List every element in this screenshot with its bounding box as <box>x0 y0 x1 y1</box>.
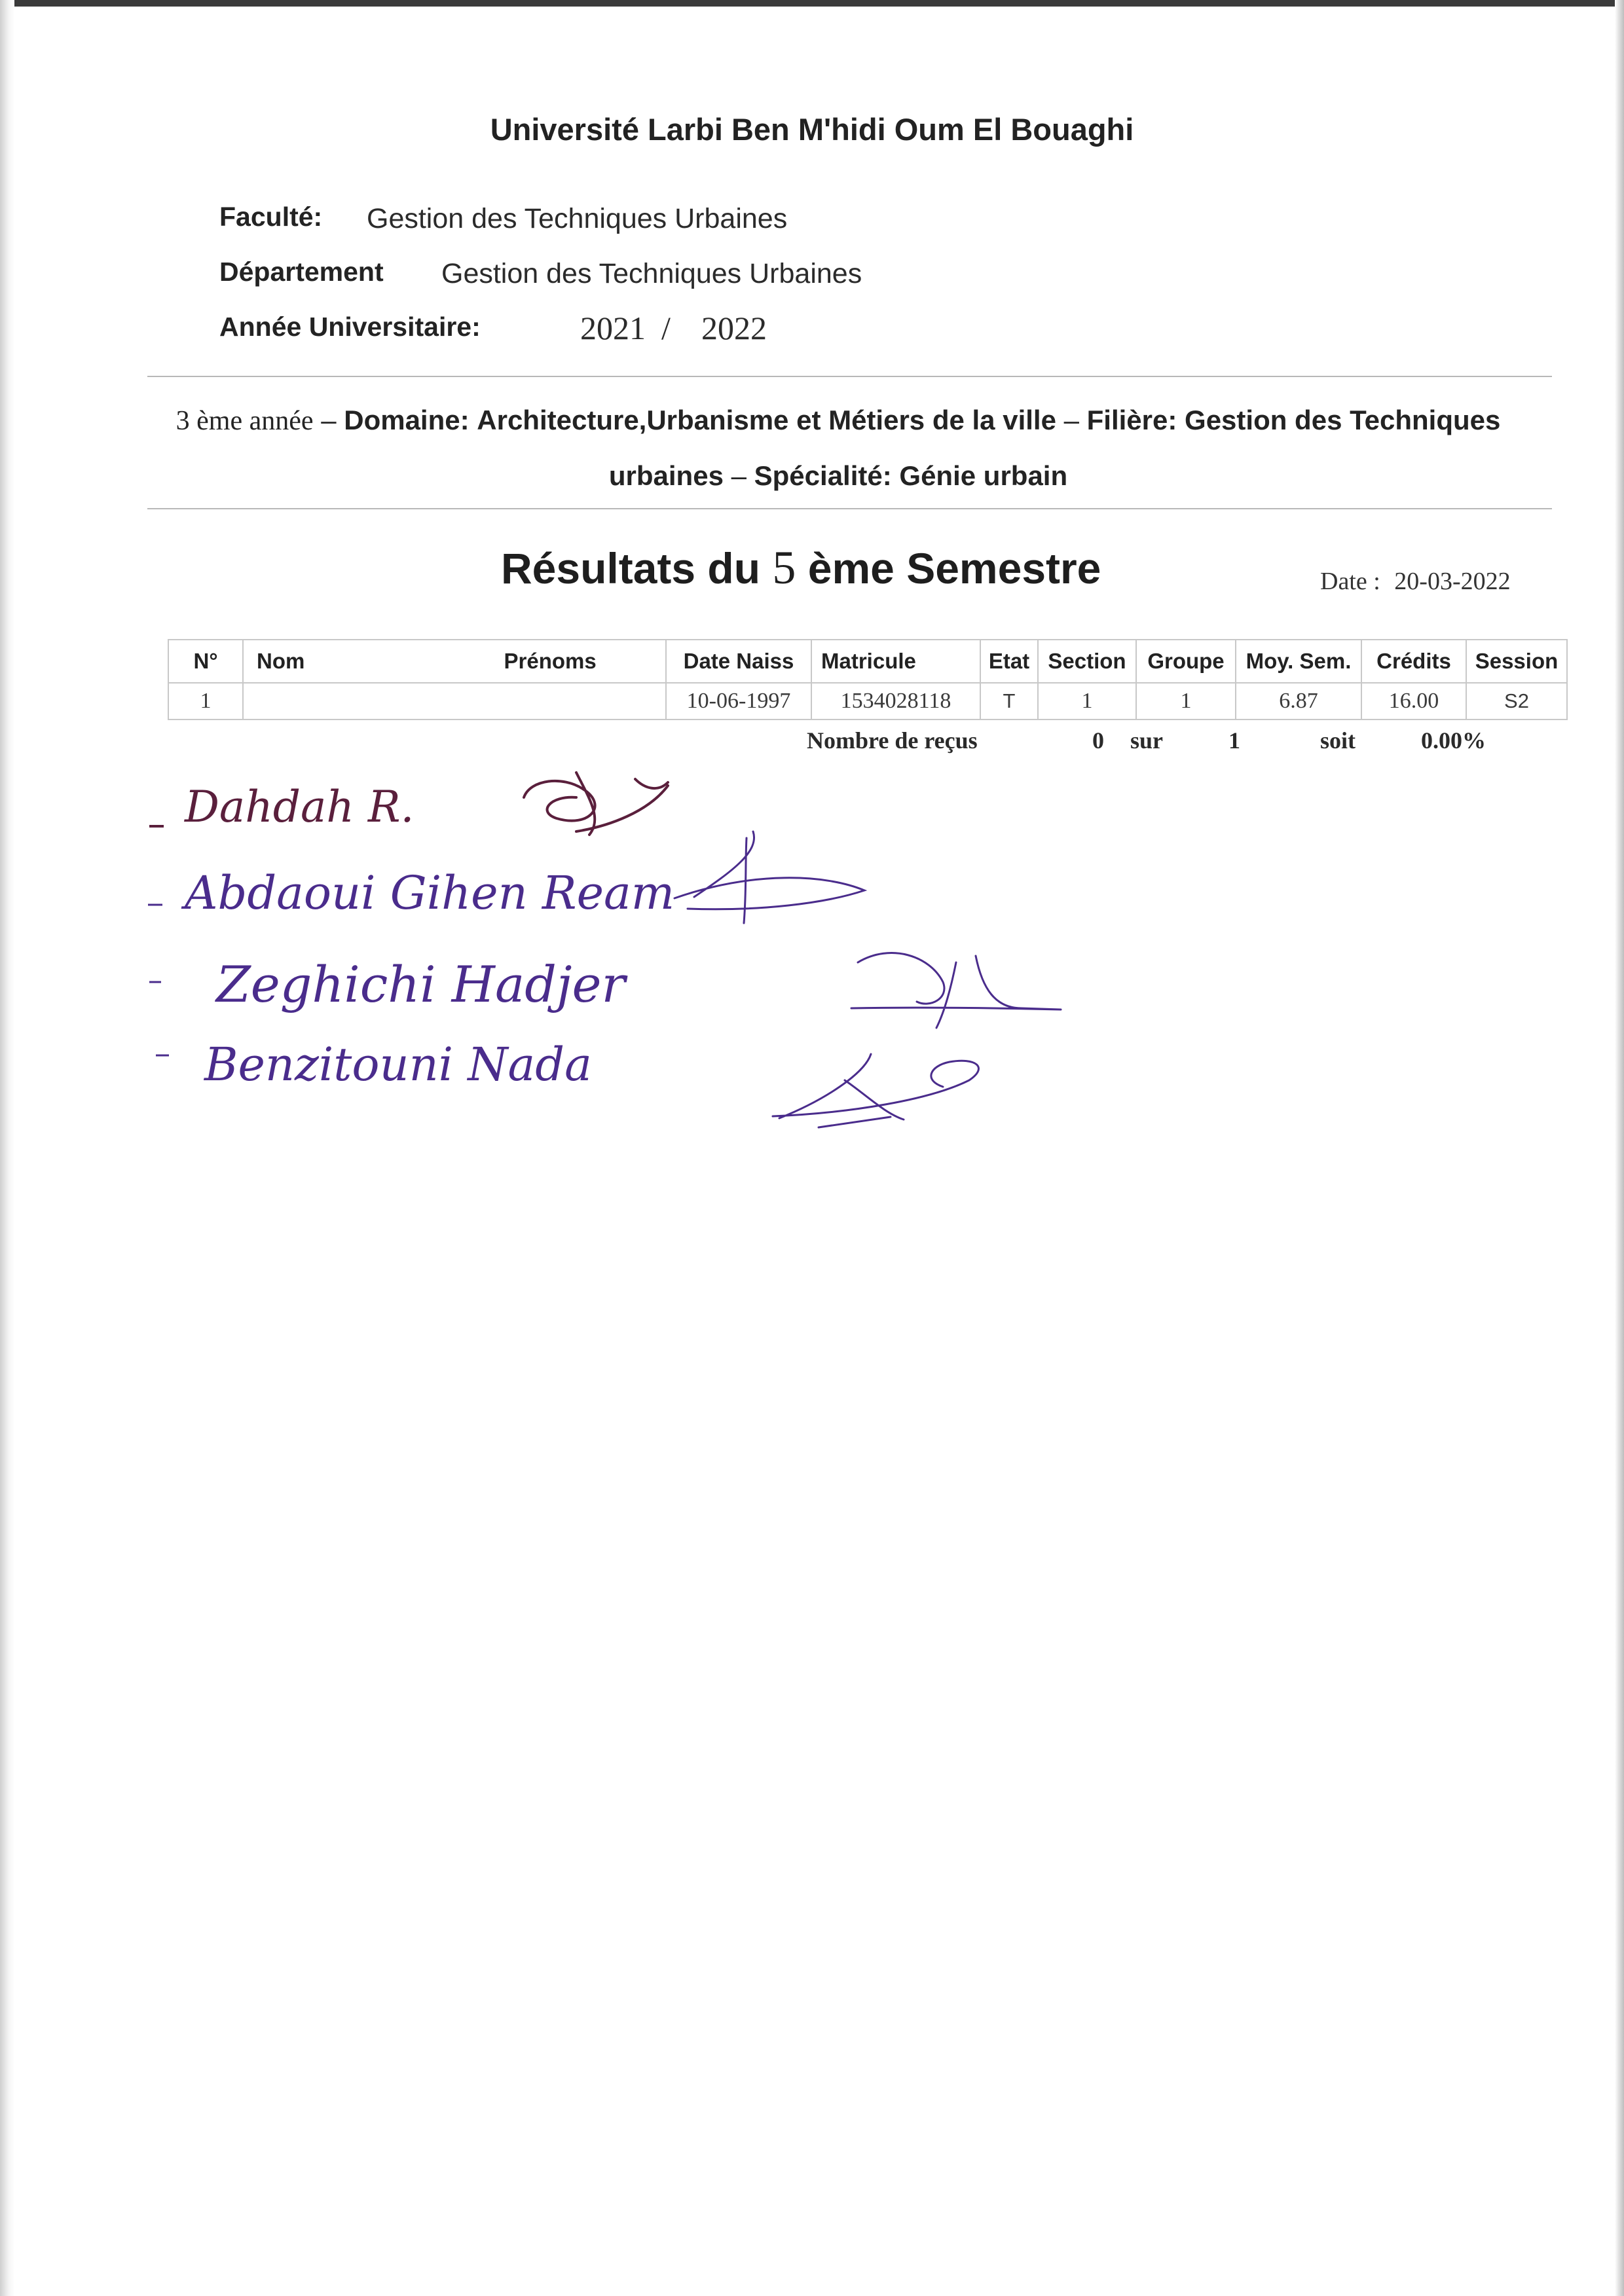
programme-dash: – <box>731 460 747 491</box>
header-groupe: Groupe <box>1136 640 1236 683</box>
handwritten-entry-4 <box>156 1038 978 1127</box>
handwritten-name-3: Zeghichi Hadjer <box>216 955 625 1013</box>
cell-credits: 16.00 <box>1361 683 1466 720</box>
signature-3-mark <box>851 953 1061 1028</box>
handwritten-entry-2 <box>148 831 864 923</box>
title-prefix: Résultats du <box>501 544 761 592</box>
header-prenoms: Prénoms <box>504 649 597 673</box>
header-etat: Etat <box>980 640 1038 683</box>
signature-1-mark <box>524 773 668 835</box>
handwritten-name-1: Dahdah R. <box>185 782 415 832</box>
summary-total: 1 <box>1228 727 1240 754</box>
speciality-value: Génie urbain <box>899 460 1068 491</box>
summary-sur-label: sur <box>1130 727 1164 754</box>
handwritten-entry-3 <box>149 953 1061 1028</box>
signature-2-mark <box>674 831 864 923</box>
year-separator: / <box>661 310 671 346</box>
header-date-naiss: Date Naiss <box>666 640 811 683</box>
handwritten-entry-1 <box>149 773 668 835</box>
signature-4-mark <box>773 1054 978 1127</box>
cell-date-naiss: 10-06-1997 <box>666 683 811 720</box>
department-label: Département <box>219 257 384 287</box>
cell-groupe: 1 <box>1136 683 1236 720</box>
cell-etat: T <box>980 683 1038 720</box>
year-start: 2021 <box>580 310 646 346</box>
summary-label: Nombre de reçus <box>807 727 978 754</box>
faculty-value: Gestion des Techniques Urbaines <box>367 203 788 234</box>
domain-label: Domaine: <box>344 405 470 435</box>
faculty-label: Faculté: <box>219 202 323 232</box>
filiere-value: Gestion des Techniques urbaines <box>608 405 1501 491</box>
summary-received: 0 <box>1092 727 1104 754</box>
handwritten-name-4: Benzitouni Nada <box>204 1038 592 1091</box>
header-session: Session <box>1466 640 1567 683</box>
semester-number: 5 <box>772 541 796 594</box>
year-end: 2022 <box>701 310 767 346</box>
year-label: Année Universitaire: <box>219 312 481 342</box>
domain-value: Architecture,Urbanisme et Métiers de la ville <box>477 405 1056 435</box>
cell-matricule: 1534028118 <box>811 683 980 720</box>
department-value: Gestion des Techniques Urbaines <box>441 258 862 289</box>
header-no: N° <box>168 640 243 683</box>
handwritten-name-2: Abdaoui Gihen Ream <box>185 866 675 920</box>
summary-soit-label: soit <box>1320 727 1356 754</box>
programme-dash: – <box>1063 405 1079 435</box>
title-suffix: ème Semestre <box>807 544 1101 592</box>
cell-section: 1 <box>1038 683 1136 720</box>
cell-session: S2 <box>1466 683 1567 720</box>
cell-no: 1 <box>168 683 243 720</box>
header-nom: Nom <box>257 649 305 673</box>
speciality-label: Spécialité: <box>754 460 892 491</box>
summary-percent: 0.00% <box>1421 727 1486 754</box>
header-matricule: Matricule <box>811 640 980 683</box>
cell-moy-sem: 6.87 <box>1236 683 1361 720</box>
header-section: Section <box>1038 640 1136 683</box>
header-moy-sem: Moy. Sem. <box>1236 640 1361 683</box>
university-name: Université Larbi Ben M'hidi Oum El Bouaghi <box>490 112 1134 147</box>
programme-level: 3 ème année <box>175 406 314 436</box>
date-value: 20-03-2022 <box>1394 568 1511 595</box>
filiere-label: Filière: <box>1086 405 1177 435</box>
date-label: Date : <box>1320 568 1380 595</box>
programme-dash: – <box>321 405 337 435</box>
header-credits: Crédits <box>1361 640 1466 683</box>
